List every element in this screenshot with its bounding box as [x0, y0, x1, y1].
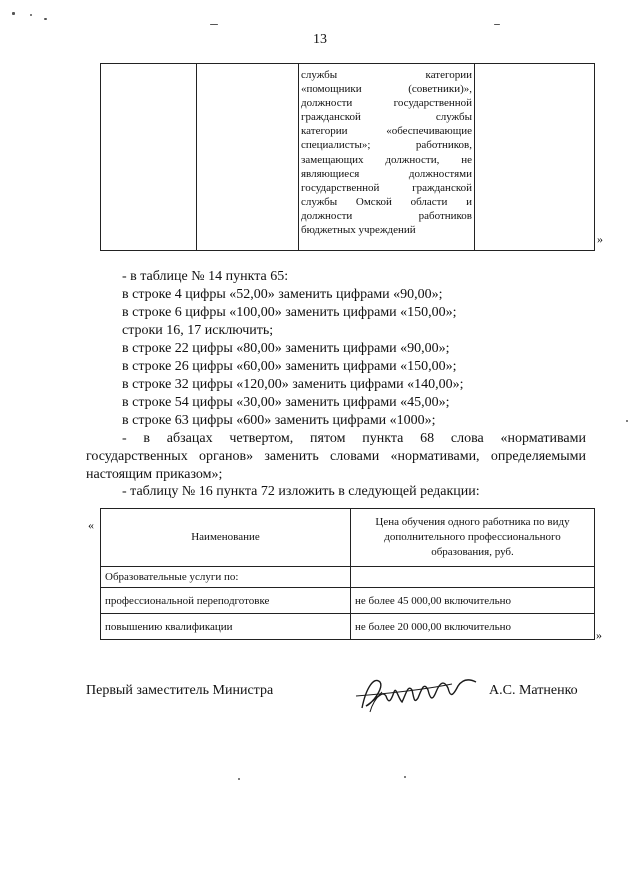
cell-line: службы Омской области и [301, 195, 472, 208]
cell-line: специалисты»; работников, [301, 139, 472, 152]
paragraph-line: настоящим приказом»; [86, 467, 223, 482]
row-price: не более 45 000,00 включительно [351, 588, 595, 614]
amendment-intro: - в таблице № 14 пункта 65: [122, 269, 289, 284]
cell-line: должности работников [301, 209, 472, 222]
amendment-item: в строке 6 цифры «100,00» заменить цифрами «150,00»; [122, 305, 457, 320]
table-cell [351, 567, 595, 588]
signatory-name: А.С. Матненко [489, 683, 578, 698]
amendment-item-68 [86, 430, 586, 484]
amendment-item: в строке 26 цифры «60,00» заменить цифрами «150,00»; [122, 359, 457, 374]
header-price-line: образования, руб. [431, 546, 514, 558]
amendment-item: в строке 32 цифры «120,00» заменить цифрами «140,00»; [122, 377, 464, 392]
amendment-item: строки 16, 17 исключить; [122, 323, 274, 338]
row-name: повышению квалификации [101, 614, 351, 640]
cell-line: службы категории [301, 69, 472, 81]
amendment-item: в строке 63 цифры «600» заменить цифрами «1000»; [122, 413, 436, 428]
table-row [101, 567, 595, 588]
header-price [351, 509, 595, 567]
header-name: Наименование [101, 509, 351, 567]
header-price-line: дополнительного профессионального [384, 531, 561, 543]
section-label: Образовательные услуги по: [101, 567, 351, 588]
amendment-item: в строке 54 цифры «30,00» заменить цифрами «45,00»; [122, 395, 450, 410]
opening-quote-mark: « [88, 518, 94, 532]
table-cell-text [299, 64, 475, 251]
cell-line: замещающих должности, не [301, 153, 472, 166]
paragraph-line: - в абзацах четвертом, пятом пункта 68 слова «нормативами [122, 431, 586, 446]
cell-line: гражданской службы [301, 111, 472, 124]
cell-line: государственной гражданской [301, 181, 472, 194]
handwritten-signature [352, 668, 492, 718]
row-name: профессиональной переподготовке [101, 588, 351, 614]
table-header-row [101, 509, 595, 567]
closing-quote-mark: » [596, 628, 602, 642]
amendment-item-72: - таблицу № 16 пункта 72 изложить в следующей редакции: [122, 484, 480, 499]
table-row [101, 614, 595, 640]
page-number: 13 [313, 32, 327, 47]
cell-line: являющиеся должностями [301, 167, 472, 180]
table-16 [100, 508, 595, 640]
amendment-item: в строке 22 цифры «80,00» заменить цифрами «90,00»; [122, 341, 450, 356]
header-price-line: Цена обучения одного работника по виду [375, 516, 570, 528]
cell-line: должности государственной [301, 97, 472, 110]
cell-line: бюджетных учреждений [301, 224, 416, 237]
signatory-title: Первый заместитель Министра [86, 683, 274, 698]
amendment-item: в строке 4 цифры «52,00» заменить цифрами «90,00»; [122, 287, 443, 302]
continuation-table [100, 63, 595, 251]
table-cell [197, 64, 299, 251]
table-cell [475, 64, 595, 251]
cell-line: категории «обеспечивающие [301, 125, 472, 138]
closing-quote-mark: » [597, 232, 603, 246]
cell-line: «помощники (советники)», [301, 83, 472, 96]
row-price: не более 20 000,00 включительно [351, 614, 595, 640]
table-row [101, 588, 595, 614]
table-cell [101, 64, 197, 251]
paragraph-line: государственных органов» заменить словами «нормативами, определяемыми [86, 449, 586, 464]
